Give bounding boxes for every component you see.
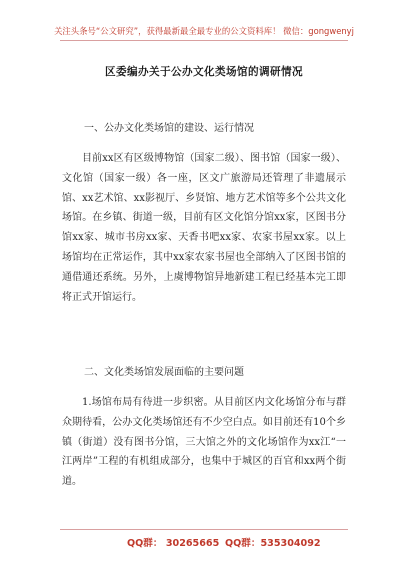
footer-qq-left: QQ群： 30265665 [127, 538, 220, 549]
paragraph: 目前xx区有区级博物馆（国家二级）、图书馆（国家一级）、文化馆（国家一级）各一座，区文广旅游局还管理了非遗展示馆、xx艺术馆、xx影视厅、乡贤馆、地方艺术馆等多个公共文化场馆。在乡镇、街道一级，目前有区文化馆分馆xx家，区图书分馆xx家、城市书房xx家、天香书吧xx家、农家书屋xx家。以上场馆均在正常运作，其中xx家农家书屋也全部纳入了区图书馆的通借通还系统。另外，上虞博物馆异地新建工程已经基本完工即将正式开馆运行。 [62, 153, 346, 303]
document-title: 区委编办关于公办文化类场馆的调研情况 [105, 66, 303, 78]
page-header-note: 关注头条号“公文研究”，获得最新最全最专业的公文资料库！ 微信：gongwenyj [54, 26, 354, 36]
header-divider [60, 40, 348, 41]
page-footer [0, 535, 408, 549]
footer-qq-right: QQ群：535304092 [225, 538, 321, 549]
section-heading-1: 一、公办文化类场馆的建设、运行情况 [84, 123, 254, 134]
section-2-body [62, 393, 346, 492]
footer-divider [60, 529, 348, 530]
section-heading-2: 二、文化类场馆发展面临的主要问题 [84, 367, 244, 378]
paragraph: 1.场馆布局有待进一步织密。从目前区内文化场馆分布与群众期待看，公办文化类场馆还有不少空白点。如目前还有10个乡镇（街道）没有图书分馆，三大馆之外的文化场馆作为xx江“一江两岸”工程的有机组成部分，也集中于城区的百官和xx两个街道。 [62, 397, 346, 488]
section-1-body [62, 149, 346, 307]
